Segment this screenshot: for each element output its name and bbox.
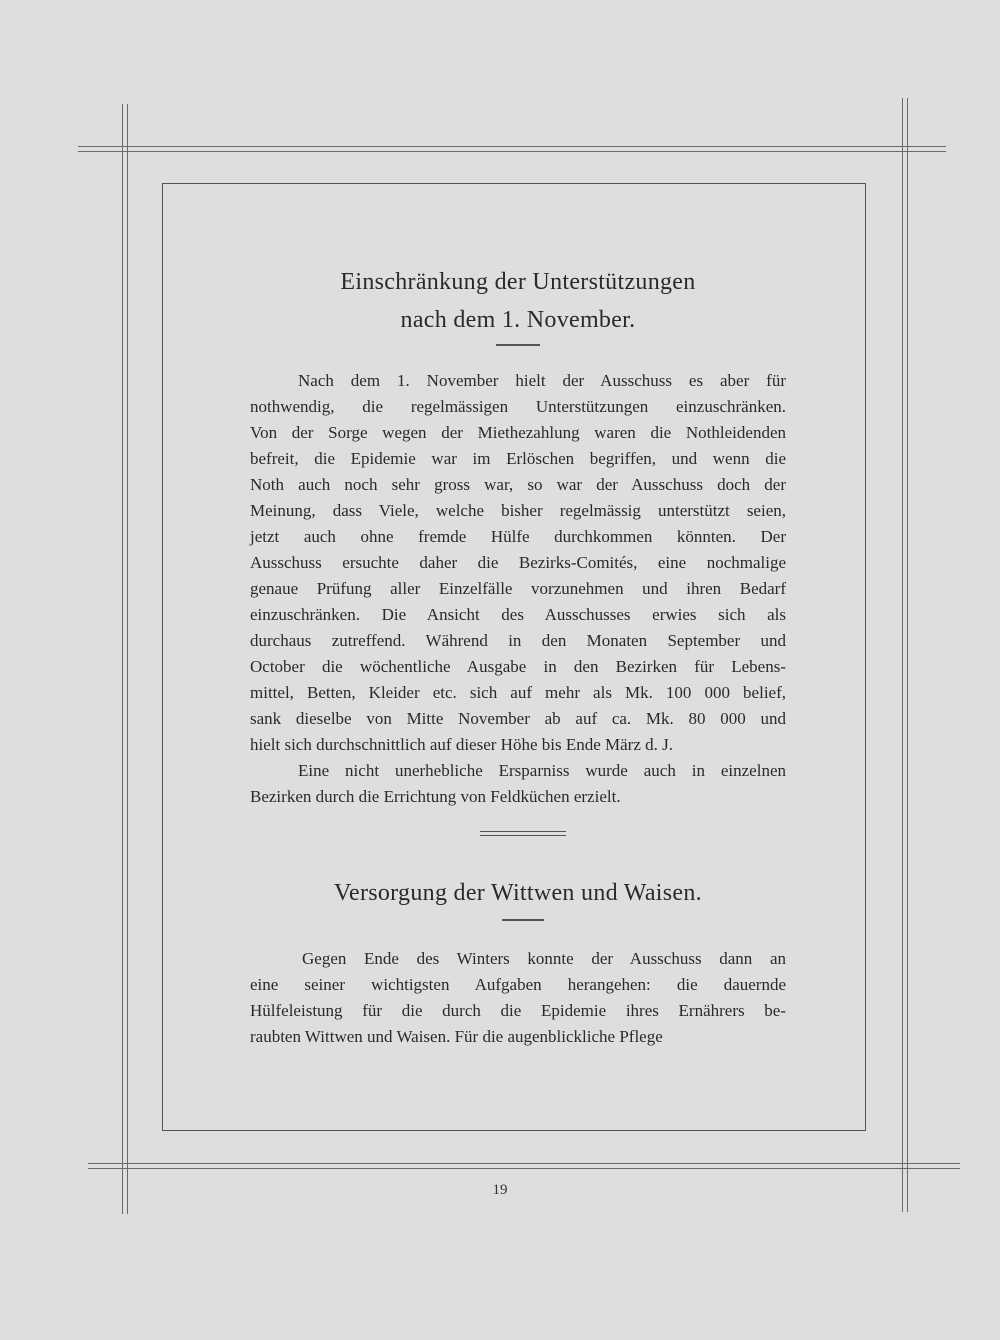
section-1	[250, 265, 786, 337]
bottom-rule-upper	[88, 1163, 960, 1164]
top-rule-upper	[78, 146, 946, 147]
paragraph-line: Eine nicht unerhebliche Ersparniss wurde auch in einzelnen	[298, 761, 786, 780]
paragraph-line: durchaus zutreffend. Während in den Monaten September und	[250, 631, 786, 650]
section-2-title-dash	[502, 919, 544, 921]
paragraph-line: Ausschuss ersuchte daher die Bezirks-Comités, eine nochmalige	[250, 553, 786, 572]
left-rule-inner	[127, 104, 128, 1214]
paragraph-line: Hülfeleistung für die durch die Epidemie ihres Ernährers be-	[250, 1001, 786, 1020]
paragraph-line: eine seiner wichtigsten Aufgaben herangehen: die dauernde	[250, 975, 786, 994]
paragraph-line: nothwendig, die regelmässigen Unterstützungen einzuschränken.	[250, 397, 786, 416]
section-2	[250, 876, 786, 910]
section-1-title-line-2: nach dem 1. November.	[400, 307, 636, 333]
paragraph-line: Gegen Ende des Winters konnte der Ausschuss dann an	[302, 949, 786, 968]
section-2-paragraph	[250, 946, 786, 1050]
paragraph-line: hielt sich durchschnittlich auf dieser Höhe bis Ende März d. J.	[250, 735, 673, 754]
page-number: 19	[492, 1182, 508, 1198]
paragraph-line: October die wöchentliche Ausgabe in den Bezirken für Lebens-	[250, 657, 786, 676]
right-rule-outer	[902, 98, 903, 1212]
paragraph-line: Bezirken durch die Errichtung von Feldküchen erzielt.	[250, 787, 621, 806]
section-1-paragraph	[250, 368, 786, 810]
paragraph-line: genaue Prüfung aller Einzelfälle vorzunehmen und ihren Bedarf	[250, 579, 786, 598]
paragraph-line: Nach dem 1. November hielt der Ausschuss es aber für	[298, 371, 786, 390]
section-1-title-line-1: Einschränkung der Unterstützungen	[340, 269, 696, 295]
paragraph-line: einzuschränken. Die Ansicht des Ausschusses erwies sich als	[250, 605, 786, 624]
paragraph-line: Meinung, dass Viele, welche bisher regelmässig unterstützt seien,	[250, 501, 786, 520]
right-rule-inner	[907, 98, 908, 1212]
paragraph-line: Von der Sorge wegen der Miethezahlung waren die Nothleidenden	[250, 423, 786, 442]
section-2-title: Versorgung der Wittwen und Waisen.	[334, 880, 702, 906]
paragraph-line: jetzt auch ohne fremde Hülfe durchkommen könnten. Der	[250, 527, 786, 546]
section-divider	[480, 831, 566, 836]
section-1-title-dash	[496, 344, 540, 346]
left-rule-outer	[122, 104, 123, 1214]
paragraph-line: sank dieselbe von Mitte November ab auf ca. Mk. 80 000 und	[250, 709, 786, 728]
paragraph-line: befreit, die Epidemie war im Erlöschen begriffen, und wenn die	[250, 449, 786, 468]
bottom-rule-lower	[88, 1168, 960, 1169]
paragraph-line: Noth auch noch sehr gross war, so war der Ausschuss doch der	[250, 475, 786, 494]
paragraph-line: raubten Wittwen und Waisen. Für die augenblickliche Pflege	[250, 1027, 663, 1046]
paragraph-line: mittel, Betten, Kleider etc. sich auf mehr als Mk. 100 000 belief,	[250, 683, 786, 702]
top-rule-lower	[78, 151, 946, 152]
